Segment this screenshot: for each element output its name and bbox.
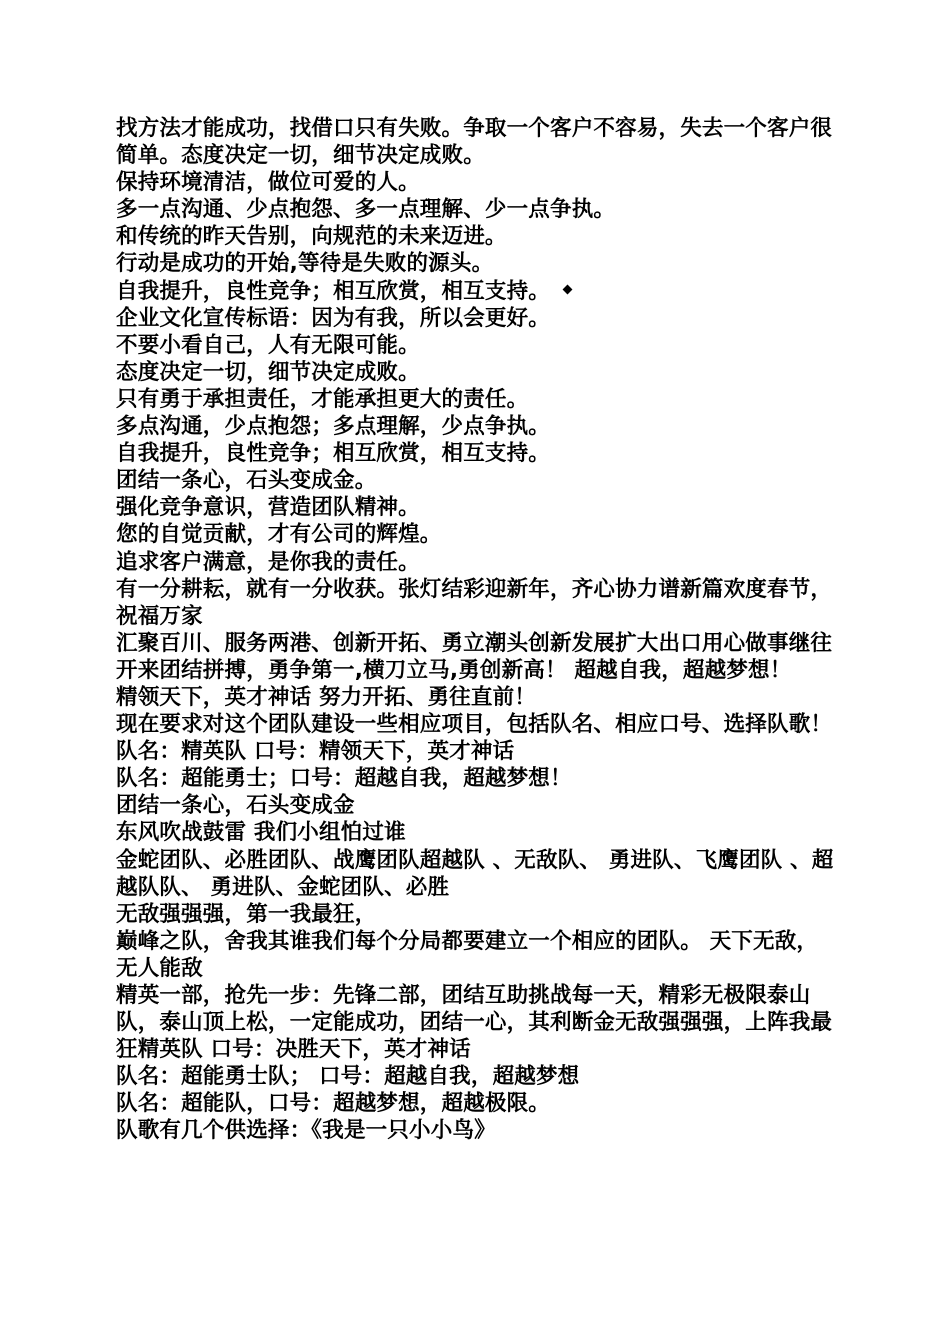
paragraph-8: 不要小看自己，人有无限可能。 — [116, 332, 420, 358]
paragraph-13: 团结一条心，石头变成金。 — [116, 468, 377, 494]
paragraph-6-with-marker — [116, 278, 836, 305]
paragraph-24: 东风吹战鼓雷 我们小组怕过谁 — [116, 820, 406, 846]
paragraph-19: 精领天下，英才神话 努力开拓、勇往直前！ — [116, 684, 536, 710]
paragraph-3: 多一点沟通、少点抱怨、多一点理解、少一点争执。 — [116, 197, 616, 223]
paragraph-27: 巅峰之队，舍我其谁我们每个分局都要建立一个相应的团队。 天下无敌，无人能敌 — [116, 928, 819, 981]
paragraph-22: 队名：超能勇士；口号：超越自我，超越梦想！ — [116, 766, 572, 792]
paragraph-20: 现在要求对这个团队建设一些相应项目，包括队名、相应口号、选择队歌！ — [116, 712, 833, 738]
paragraph-1: 找方法才能成功，找借口只有失败。争取一个客户不容易，失去一个客户很简单。态度决定一切，细节决定成败。 — [116, 116, 833, 169]
paragraph-31: 队歌有几个供选择：《我是一只小小鸟》 — [116, 1118, 496, 1144]
paragraph-6: 自我提升，良性竞争；相互欣赏，相互支持。 — [116, 278, 551, 304]
paragraph-18: 汇聚百川、服务两港、创新开拓、勇立潮头创新发展扩大出口用心做事继往开来团结拼搏，勇争第一,横刀立马,勇创新高！ 超越自我，超越梦想！ — [116, 630, 833, 683]
paragraph-21: 队名：精英队 口号：精领天下，英才神话 — [116, 739, 515, 765]
paragraph-29: 队名：超能勇士队； 口号：超越自我，超越梦想 — [116, 1064, 580, 1090]
paragraph-7: 企业文化宣传标语：因为有我，所以会更好。 — [116, 305, 551, 331]
paragraph-11: 多点沟通，少点抱怨；多点理解，少点争执。 — [116, 414, 551, 440]
paragraph-16: 追求客户满意，是你我的责任。 — [116, 549, 420, 575]
paragraph-17: 有一分耕耘，就有一分收获。张灯结彩迎新年，齐心协力谱新篇欢度春节，祝福万家 — [116, 576, 833, 629]
document-body — [116, 115, 836, 1145]
paragraph-2: 保持环境清洁，做位可爱的人。 — [116, 170, 420, 196]
paragraph-25: 金蛇团队、必胜团队、战鹰团队超越队 、无敌队、 勇进队、飞鹰团队 、超越队队、 勇进队、金蛇团队、必胜 — [116, 847, 834, 900]
paragraph-5: 行动是成功的开始,等待是失败的源头。 — [116, 251, 494, 277]
paragraph-28: 精英一部，抢先一步：先锋二部，团结互助挑战每一天，精彩无极限泰山队，泰山顶上松，一定能成功，团结一心，其利断金无敌强强强，上阵我最狂精英队 口号：决胜天下，英才神话 — [116, 983, 833, 1063]
paragraph-26: 无敌强强强，第一我最狂， — [116, 901, 377, 927]
paragraph-14: 强化竞争意识，营造团队精神。 — [116, 495, 420, 521]
paragraph-9: 态度决定一切，细节决定成败。 — [116, 359, 420, 385]
paragraph-10: 只有勇于承担责任，才能承担更大的责任。 — [116, 386, 529, 412]
diamond-bullet-icon — [563, 284, 573, 294]
paragraph-4: 和传统的昨天告别，向规范的未来迈进。 — [116, 224, 507, 250]
paragraph-23: 团结一条心，石头变成金 — [116, 793, 355, 819]
paragraph-12: 自我提升，良性竞争；相互欣赏，相互支持。 — [116, 441, 551, 467]
paragraph-30: 队名：超能队，口号：超越梦想，超越极限。 — [116, 1091, 551, 1117]
paragraph-15: 您的自觉贡献，才有公司的辉煌。 — [116, 522, 442, 548]
